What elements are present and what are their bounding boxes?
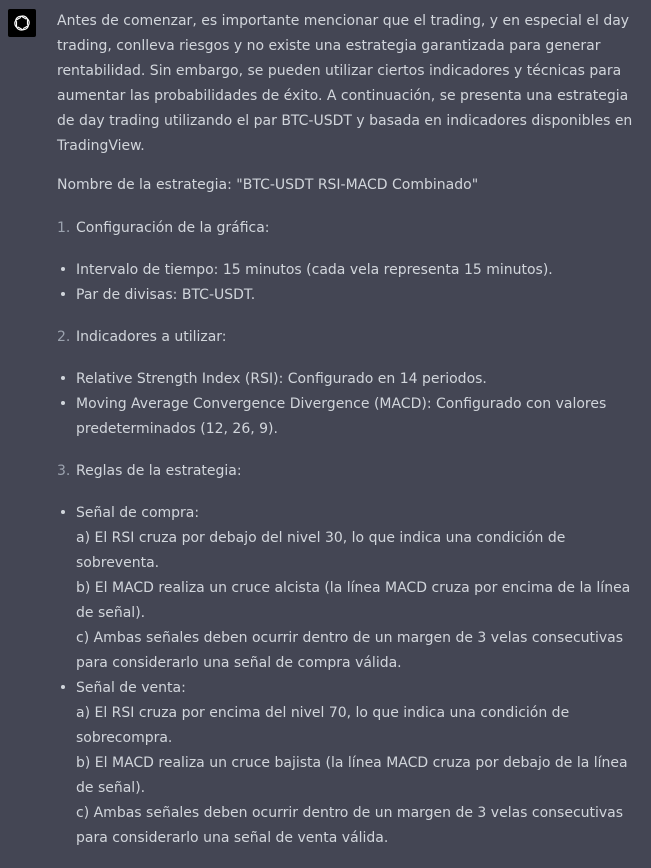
- step-title: Configuración de la gráfica:: [76, 220, 270, 236]
- step-heading: [57, 216, 647, 241]
- step-bullet-list: [57, 258, 647, 308]
- message-content: [57, 9, 647, 868]
- list-item-senal-venta: [57, 676, 647, 851]
- step-indicadores: [57, 325, 647, 442]
- step-heading: [57, 459, 647, 484]
- list-item: Relative Strength Index (RSI): Configurado en 14 periodos.: [57, 367, 647, 392]
- strategy-name: Nombre de la estrategia: "BTC-USDT RSI-MACD Combinado": [57, 177, 479, 193]
- intro-paragraph: Antes de comenzar, es importante mencionar que el trading, y en especial el day trading, conlleva riesgos y no existe una estrategia garantizada para generar rentabilidad. Sin embargo, se pueden utilizar ciertos indicadores y técnicas para aumentar las probabilidades de éxito. A continuación, se presenta una estrategia de day trading utilizando el par BTC-USDT y basada en indicadores disponibles en TradingView.: [57, 13, 633, 154]
- list-item: Intervalo de tiempo: 15 minutos (cada vela representa 15 minutos).: [57, 258, 647, 283]
- rule-line: a) El RSI cruza por encima del nivel 70, lo que indica una condición de sobrecompra.: [76, 705, 570, 746]
- step-bullet-list: [57, 367, 647, 442]
- step-number: 1.: [57, 220, 71, 236]
- rule-line: a) El RSI cruza por debajo del nivel 30, lo que indica una condición de sobreventa.: [76, 530, 566, 571]
- step-bullet-list: [57, 501, 647, 851]
- list-item: Par de divisas: BTC-USDT.: [57, 283, 647, 308]
- list-item-senal-compra: [57, 501, 647, 676]
- strategy-steps: [57, 216, 647, 851]
- step-configuracion: [57, 216, 647, 308]
- step-number: 3.: [57, 463, 71, 479]
- step-title: Indicadores a utilizar:: [76, 329, 227, 345]
- step-number: 2.: [57, 329, 71, 345]
- rule-line: b) El MACD realiza un cruce alcista (la línea MACD cruza por encima de la línea de señal).: [76, 580, 631, 621]
- signal-title: Señal de venta:: [76, 680, 186, 696]
- list-item: Moving Average Convergence Divergence (MACD): Configurado con valores predeterminados (12, 26, 9).: [57, 392, 647, 442]
- rule-line: c) Ambas señales deben ocurrir dentro de un margen de 3 velas consecutivas para considerarlo una señal de compra válida.: [76, 630, 624, 671]
- rule-line: c) Ambas señales deben ocurrir dentro de un margen de 3 velas consecutivas para considerarlo una señal de venta válida.: [76, 805, 624, 846]
- openai-logo-icon: [12, 13, 32, 33]
- rule-line: b) El MACD realiza un cruce bajista (la línea MACD cruza por debajo de la línea de señal).: [76, 755, 628, 796]
- step-title: Reglas de la estrategia:: [76, 463, 242, 479]
- step-reglas: [57, 459, 647, 851]
- step-heading: [57, 325, 647, 350]
- signal-title: Señal de compra:: [76, 505, 200, 521]
- assistant-avatar: [8, 9, 36, 37]
